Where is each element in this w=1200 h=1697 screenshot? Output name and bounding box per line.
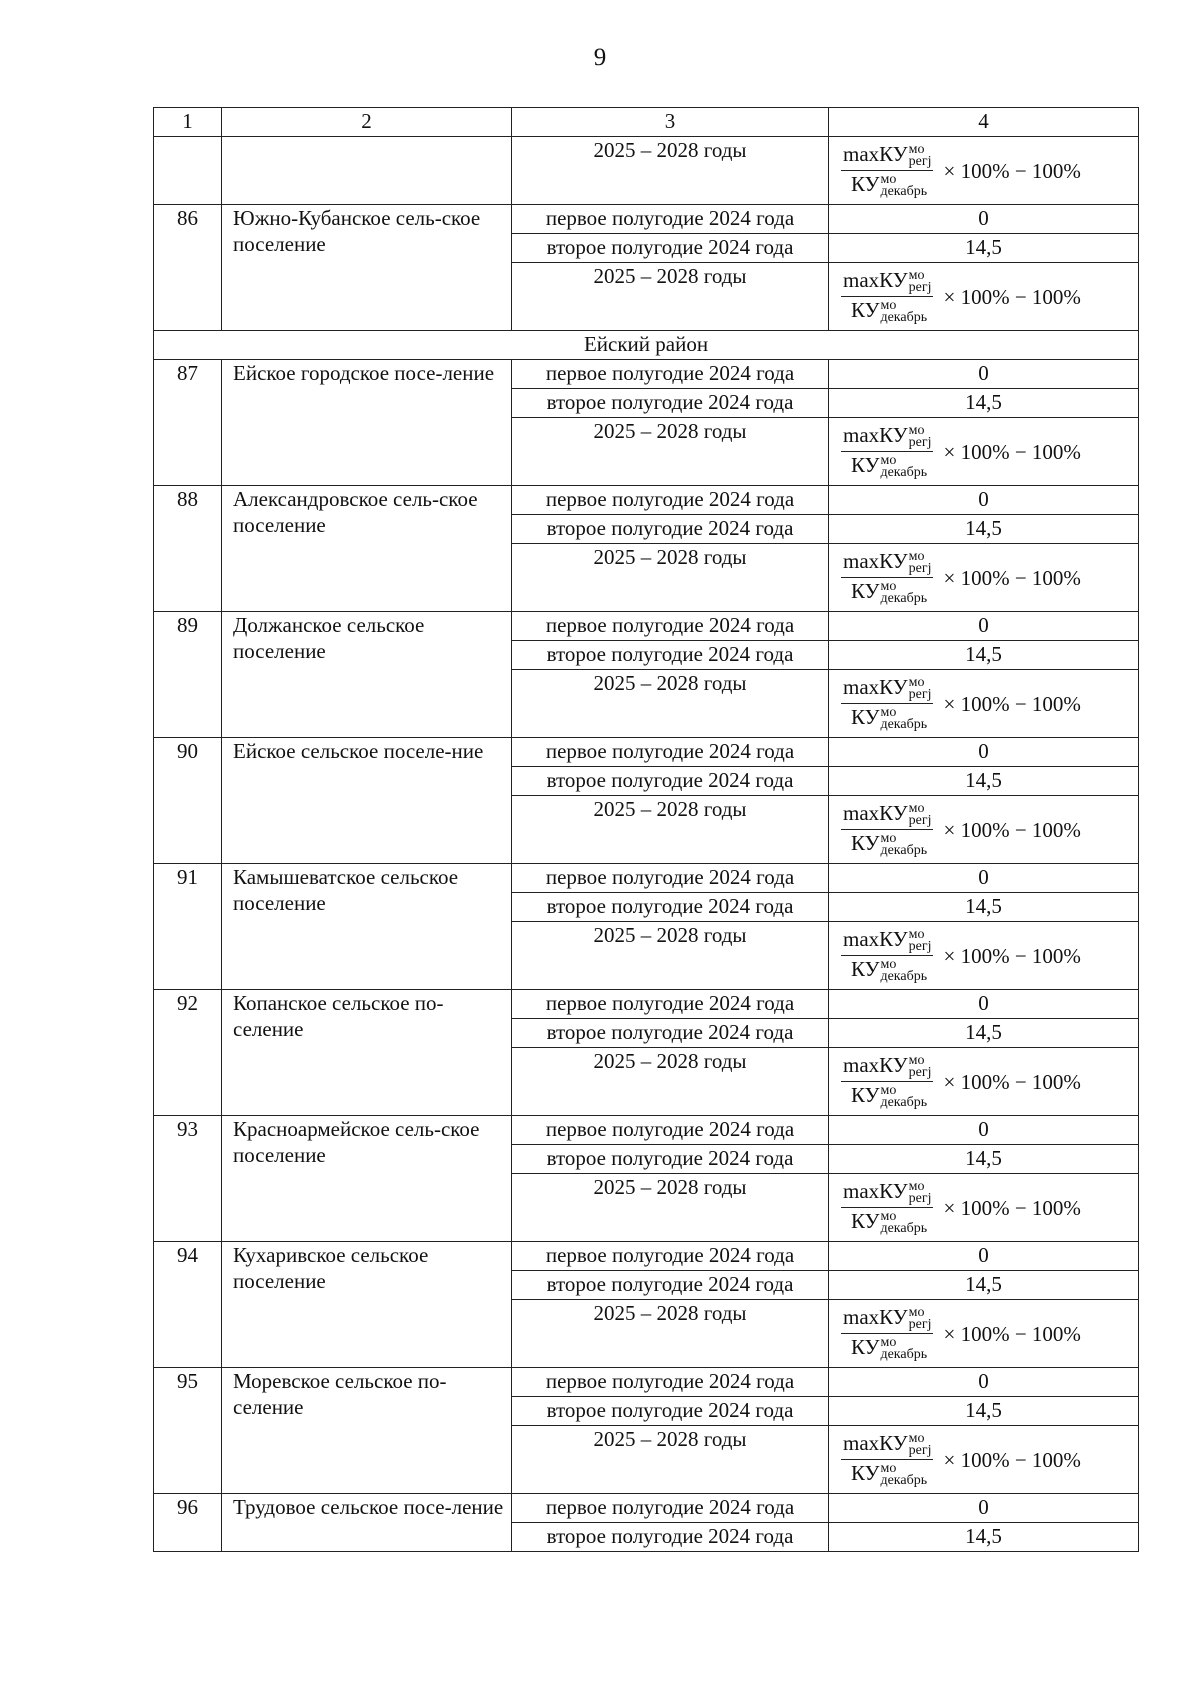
table-row bbox=[154, 1116, 1139, 1145]
formula-cell bbox=[829, 1048, 1139, 1116]
formula-den-text: КУ bbox=[851, 579, 880, 603]
formula-num-sub: регj bbox=[908, 939, 932, 954]
formula-numerator bbox=[841, 802, 933, 830]
formula-den-sub: декабрь bbox=[880, 1095, 928, 1111]
period-cell: второе полугодие 2024 года bbox=[512, 767, 829, 796]
formula-den-sup: мо bbox=[880, 298, 897, 314]
formula-num-sup: мо bbox=[908, 1305, 925, 1320]
formula-numerator bbox=[841, 1054, 933, 1082]
settlement-name: Александровское сель-ское поселение bbox=[222, 486, 512, 612]
row-name-empty bbox=[222, 137, 512, 205]
period-cell: второе полугодие 2024 года bbox=[512, 893, 829, 922]
formula bbox=[829, 670, 1138, 737]
formula-cell bbox=[829, 1174, 1139, 1242]
formula-den-sup: мо bbox=[880, 831, 897, 847]
main-table bbox=[153, 107, 1139, 1552]
formula-numerator bbox=[841, 424, 933, 452]
formula-num-sub: регj bbox=[908, 435, 932, 450]
formula-denominator bbox=[841, 830, 929, 857]
formula-num-sub: регj bbox=[908, 1443, 932, 1458]
formula-num-sup: мо bbox=[908, 1053, 925, 1068]
value-cell: 14,5 bbox=[829, 389, 1139, 418]
formula-num-sup: мо bbox=[908, 549, 925, 564]
value-cell: 14,5 bbox=[829, 1397, 1139, 1426]
formula-den-sub: декабрь bbox=[880, 591, 928, 607]
formula bbox=[829, 1174, 1138, 1241]
formula-den-text: КУ bbox=[851, 172, 880, 196]
period-cell: второе полугодие 2024 года bbox=[512, 1019, 829, 1048]
period-cell: первое полугодие 2024 года bbox=[512, 486, 829, 515]
formula-fraction bbox=[841, 550, 933, 605]
formula-num-sub: регj bbox=[908, 813, 932, 828]
formula-tail: × 100% − 100% bbox=[943, 691, 1081, 716]
formula-cell bbox=[829, 263, 1139, 331]
table-row bbox=[154, 1368, 1139, 1397]
row-number: 91 bbox=[154, 864, 222, 990]
formula-num-sup: мо bbox=[908, 801, 925, 816]
settlement-name: Трудовое сельское посе-ление bbox=[222, 1494, 512, 1552]
formula-num-sup: мо bbox=[908, 927, 925, 942]
formula-cell bbox=[829, 922, 1139, 990]
period-cell: первое полугодие 2024 года bbox=[512, 864, 829, 893]
formula-num-sub: регj bbox=[908, 1065, 932, 1080]
period-cell: второе полугодие 2024 года bbox=[512, 234, 829, 263]
value-cell: 0 bbox=[829, 612, 1139, 641]
formula bbox=[829, 796, 1138, 863]
row-number: 92 bbox=[154, 990, 222, 1116]
formula-num-sup: мо bbox=[908, 1179, 925, 1194]
formula-numerator bbox=[841, 676, 933, 704]
period-cell: второе полугодие 2024 года bbox=[512, 1523, 829, 1552]
value-cell: 0 bbox=[829, 738, 1139, 767]
formula-denominator bbox=[841, 1334, 929, 1361]
formula-cell bbox=[829, 796, 1139, 864]
formula-tail: × 100% − 100% bbox=[943, 817, 1081, 842]
value-cell: 14,5 bbox=[829, 1523, 1139, 1552]
formula-tail: × 100% − 100% bbox=[943, 1069, 1081, 1094]
period-cell: 2025 – 2028 годы bbox=[512, 544, 829, 612]
formula-numerator bbox=[841, 143, 933, 171]
formula-num-text: maxКУ bbox=[843, 141, 908, 166]
value-cell: 14,5 bbox=[829, 1145, 1139, 1174]
period-cell: 2025 – 2028 годы bbox=[512, 137, 829, 205]
value-cell: 0 bbox=[829, 1242, 1139, 1271]
period-cell: первое полугодие 2024 года bbox=[512, 360, 829, 389]
period-cell: первое полугодие 2024 года bbox=[512, 1242, 829, 1271]
period-cell: второе полугодие 2024 года bbox=[512, 1397, 829, 1426]
formula-numerator bbox=[841, 269, 933, 297]
formula-den-text: КУ bbox=[851, 1209, 880, 1233]
formula-den-sup: мо bbox=[880, 1461, 897, 1477]
value-cell: 14,5 bbox=[829, 893, 1139, 922]
formula-den-text: КУ bbox=[851, 1083, 880, 1107]
formula-cell bbox=[829, 137, 1139, 205]
formula-fraction bbox=[841, 269, 933, 324]
table-row bbox=[154, 205, 1139, 234]
formula-fraction bbox=[841, 1432, 933, 1487]
formula-den-sup: мо bbox=[880, 453, 897, 469]
formula-den-text: КУ bbox=[851, 705, 880, 729]
formula-fraction bbox=[841, 928, 933, 983]
period-cell: первое полугодие 2024 года bbox=[512, 738, 829, 767]
period-cell: первое полугодие 2024 года bbox=[512, 205, 829, 234]
value-cell: 0 bbox=[829, 205, 1139, 234]
page-number: 9 bbox=[593, 44, 607, 71]
formula-cell bbox=[829, 544, 1139, 612]
formula-num-text: maxКУ bbox=[843, 674, 908, 699]
formula-denominator bbox=[841, 1460, 929, 1487]
formula-denominator bbox=[841, 1082, 929, 1109]
column-header: 2 bbox=[222, 108, 512, 137]
table-row bbox=[154, 486, 1139, 515]
row-number: 94 bbox=[154, 1242, 222, 1368]
period-cell: второе полугодие 2024 года bbox=[512, 1271, 829, 1300]
period-cell: первое полугодие 2024 года bbox=[512, 1116, 829, 1145]
settlement-name: Камышеватское сельское поселение bbox=[222, 864, 512, 990]
period-cell: 2025 – 2028 годы bbox=[512, 922, 829, 990]
formula-den-sup: мо bbox=[880, 172, 897, 188]
formula-cell bbox=[829, 670, 1139, 738]
period-cell: 2025 – 2028 годы bbox=[512, 1426, 829, 1494]
formula-den-sub: декабрь bbox=[880, 843, 928, 859]
value-cell: 0 bbox=[829, 864, 1139, 893]
period-cell: 2025 – 2028 годы bbox=[512, 1174, 829, 1242]
formula-num-sup: мо bbox=[908, 142, 925, 157]
formula-numerator bbox=[841, 1306, 933, 1334]
region-row bbox=[154, 331, 1139, 360]
formula-num-text: maxКУ bbox=[843, 422, 908, 447]
formula-num-sub: регj bbox=[908, 280, 932, 295]
formula-den-sup: мо bbox=[880, 1083, 897, 1099]
formula-tail: × 100% − 100% bbox=[943, 1447, 1081, 1472]
settlement-name: Красноармейское сель-ское поселение bbox=[222, 1116, 512, 1242]
value-cell: 14,5 bbox=[829, 767, 1139, 796]
settlement-name: Копанское сельское по-селение bbox=[222, 990, 512, 1116]
column-header: 1 bbox=[154, 108, 222, 137]
formula-num-sup: мо bbox=[908, 423, 925, 438]
formula-den-sub: декабрь bbox=[880, 465, 928, 481]
formula-den-text: КУ bbox=[851, 1461, 880, 1485]
formula bbox=[829, 263, 1138, 330]
formula bbox=[829, 137, 1138, 204]
region-title: Ейский район bbox=[154, 331, 1139, 360]
value-cell: 0 bbox=[829, 360, 1139, 389]
settlement-name: Южно-Кубанское сель-ское поселение bbox=[222, 205, 512, 331]
header-row bbox=[154, 108, 1139, 137]
formula bbox=[829, 1048, 1138, 1115]
formula-den-sub: декабрь bbox=[880, 969, 928, 985]
formula-num-sup: мо bbox=[908, 268, 925, 283]
formula-tail: × 100% − 100% bbox=[943, 565, 1081, 590]
formula-num-text: maxКУ bbox=[843, 1178, 908, 1203]
formula-tail: × 100% − 100% bbox=[943, 439, 1081, 464]
formula-den-sub: декабрь bbox=[880, 184, 928, 200]
formula-fraction bbox=[841, 1054, 933, 1109]
formula-denominator bbox=[841, 171, 929, 198]
formula-den-sub: декабрь bbox=[880, 1347, 928, 1363]
row-number: 89 bbox=[154, 612, 222, 738]
formula-denominator bbox=[841, 578, 929, 605]
formula-num-text: maxКУ bbox=[843, 1052, 908, 1077]
period-cell: 2025 – 2028 годы bbox=[512, 670, 829, 738]
value-cell: 0 bbox=[829, 1494, 1139, 1523]
formula-num-sub: регj bbox=[908, 561, 932, 576]
row-number-empty bbox=[154, 137, 222, 205]
settlement-name: Ейское сельское поселе-ние bbox=[222, 738, 512, 864]
row-number: 93 bbox=[154, 1116, 222, 1242]
value-cell: 0 bbox=[829, 990, 1139, 1019]
value-cell: 14,5 bbox=[829, 515, 1139, 544]
formula-den-sub: декабрь bbox=[880, 1473, 928, 1489]
row-number: 90 bbox=[154, 738, 222, 864]
period-cell: второе полугодие 2024 года bbox=[512, 515, 829, 544]
period-cell: 2025 – 2028 годы bbox=[512, 796, 829, 864]
formula-num-sub: регj bbox=[908, 1191, 932, 1206]
row-number: 96 bbox=[154, 1494, 222, 1552]
formula-fraction bbox=[841, 802, 933, 857]
formula-num-sub: регj bbox=[908, 687, 932, 702]
row-number: 87 bbox=[154, 360, 222, 486]
row-number: 88 bbox=[154, 486, 222, 612]
formula-num-sub: регj bbox=[908, 154, 932, 169]
formula-den-sup: мо bbox=[880, 579, 897, 595]
formula-num-text: maxКУ bbox=[843, 548, 908, 573]
formula-den-text: КУ bbox=[851, 957, 880, 981]
row-number: 95 bbox=[154, 1368, 222, 1494]
formula-tail: × 100% − 100% bbox=[943, 158, 1081, 183]
value-cell: 0 bbox=[829, 1116, 1139, 1145]
formula-fraction bbox=[841, 143, 933, 198]
settlement-name: Должанское сельское поселение bbox=[222, 612, 512, 738]
formula-num-text: maxКУ bbox=[843, 267, 908, 292]
formula-num-sub: регj bbox=[908, 1317, 932, 1332]
formula-cell bbox=[829, 418, 1139, 486]
formula-fraction bbox=[841, 1306, 933, 1361]
value-cell: 14,5 bbox=[829, 234, 1139, 263]
period-cell: первое полугодие 2024 года bbox=[512, 612, 829, 641]
column-header: 3 bbox=[512, 108, 829, 137]
formula-num-text: maxКУ bbox=[843, 1430, 908, 1455]
formula bbox=[829, 418, 1138, 485]
period-cell: второе полугодие 2024 года bbox=[512, 389, 829, 418]
formula-denominator bbox=[841, 1208, 929, 1235]
period-cell: 2025 – 2028 годы bbox=[512, 418, 829, 486]
formula-cell bbox=[829, 1300, 1139, 1368]
table-row bbox=[154, 864, 1139, 893]
formula-den-text: КУ bbox=[851, 298, 880, 322]
formula-tail: × 100% − 100% bbox=[943, 1321, 1081, 1346]
period-cell: второе полугодие 2024 года bbox=[512, 1145, 829, 1174]
formula-den-sup: мо bbox=[880, 1209, 897, 1225]
period-cell: первое полугодие 2024 года bbox=[512, 1368, 829, 1397]
formula-den-text: КУ bbox=[851, 453, 880, 477]
table-row bbox=[154, 738, 1139, 767]
value-cell: 0 bbox=[829, 486, 1139, 515]
formula-numerator bbox=[841, 928, 933, 956]
settlement-name: Моревское сельское по-селение bbox=[222, 1368, 512, 1494]
formula-den-sub: декабрь bbox=[880, 310, 928, 326]
formula-denominator bbox=[841, 297, 929, 324]
formula-denominator bbox=[841, 704, 929, 731]
value-cell: 14,5 bbox=[829, 1019, 1139, 1048]
formula-fraction bbox=[841, 424, 933, 479]
settlement-name: Ейское городское посе-ление bbox=[222, 360, 512, 486]
period-cell: 2025 – 2028 годы bbox=[512, 1300, 829, 1368]
column-header: 4 bbox=[829, 108, 1139, 137]
value-cell: 14,5 bbox=[829, 1271, 1139, 1300]
formula-den-sup: мо bbox=[880, 957, 897, 973]
formula-tail: × 100% − 100% bbox=[943, 284, 1081, 309]
table-row bbox=[154, 1494, 1139, 1523]
continuation-row bbox=[154, 137, 1139, 205]
formula-tail: × 100% − 100% bbox=[943, 943, 1081, 968]
formula-fraction bbox=[841, 1180, 933, 1235]
formula-den-text: КУ bbox=[851, 1335, 880, 1359]
formula-den-sup: мо bbox=[880, 705, 897, 721]
formula-num-sup: мо bbox=[908, 1431, 925, 1446]
row-number: 86 bbox=[154, 205, 222, 331]
value-cell: 0 bbox=[829, 1368, 1139, 1397]
formula-num-text: maxКУ bbox=[843, 800, 908, 825]
formula-num-sup: мо bbox=[908, 675, 925, 690]
formula bbox=[829, 922, 1138, 989]
period-cell: первое полугодие 2024 года bbox=[512, 1494, 829, 1523]
table-row bbox=[154, 612, 1139, 641]
period-cell: 2025 – 2028 годы bbox=[512, 1048, 829, 1116]
formula-denominator bbox=[841, 452, 929, 479]
formula-cell bbox=[829, 1426, 1139, 1494]
value-cell: 14,5 bbox=[829, 641, 1139, 670]
period-cell: первое полугодие 2024 года bbox=[512, 990, 829, 1019]
period-cell: второе полугодие 2024 года bbox=[512, 641, 829, 670]
formula bbox=[829, 544, 1138, 611]
formula-den-text: КУ bbox=[851, 831, 880, 855]
formula-denominator bbox=[841, 956, 929, 983]
formula-numerator bbox=[841, 550, 933, 578]
table-row bbox=[154, 990, 1139, 1019]
formula-num-text: maxКУ bbox=[843, 1304, 908, 1329]
formula-tail: × 100% − 100% bbox=[943, 1195, 1081, 1220]
formula-den-sup: мо bbox=[880, 1335, 897, 1351]
formula-den-sub: декабрь bbox=[880, 717, 928, 733]
formula-num-text: maxКУ bbox=[843, 926, 908, 951]
table-row bbox=[154, 1242, 1139, 1271]
period-cell: 2025 – 2028 годы bbox=[512, 263, 829, 331]
formula-numerator bbox=[841, 1432, 933, 1460]
formula bbox=[829, 1426, 1138, 1493]
table-row bbox=[154, 360, 1139, 389]
formula-fraction bbox=[841, 676, 933, 731]
formula-numerator bbox=[841, 1180, 933, 1208]
settlement-name: Кухаривское сельское поселение bbox=[222, 1242, 512, 1368]
formula bbox=[829, 1300, 1138, 1367]
formula-den-sub: декабрь bbox=[880, 1221, 928, 1237]
